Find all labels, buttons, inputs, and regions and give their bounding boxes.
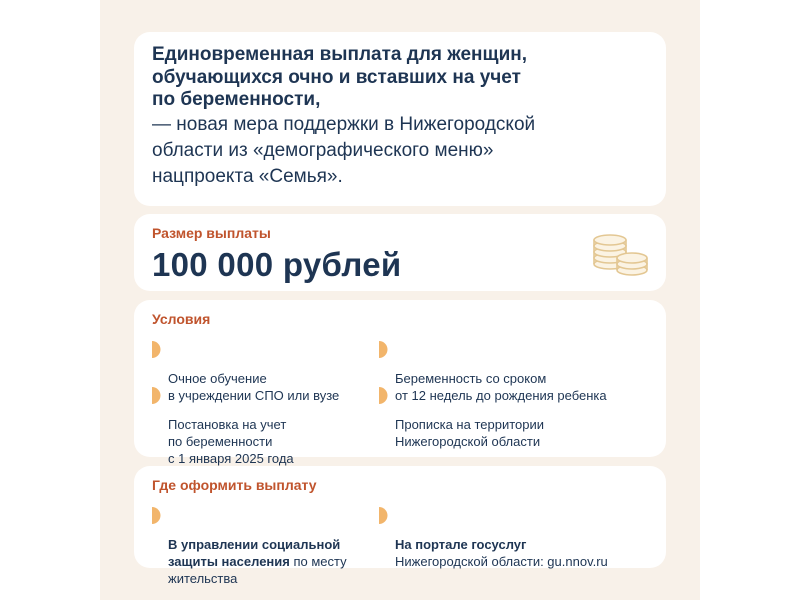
amount-card	[134, 214, 666, 291]
where-item-bold: На портале госуслуг	[395, 537, 527, 552]
bullet-icon	[152, 507, 161, 524]
bullet-icon	[152, 387, 161, 404]
conditions-card	[134, 300, 666, 466]
condition-text: Прописка на территории Нижегородской области	[395, 417, 544, 449]
where-title: Где оформить выплату	[152, 477, 317, 493]
where-item	[379, 502, 608, 570]
conditions-title: Условия	[152, 311, 211, 327]
amount-value: 100 000 рублей	[152, 246, 402, 283]
where-card	[134, 466, 666, 586]
bullet-icon	[152, 341, 161, 358]
bullet-icon	[379, 387, 388, 404]
coins-icon	[590, 228, 650, 276]
where-item-bold: В управлении социальной защиты населения	[168, 537, 341, 569]
condition-item	[152, 382, 294, 467]
bullet-icon	[379, 341, 388, 358]
intro-card	[134, 32, 666, 206]
amount-label: Размер выплаты	[152, 225, 271, 241]
intro-heading: Единовременная выплата для женщин, обучающихся очно и вставших на учет по беременности,	[152, 44, 527, 110]
condition-text: Очное обучение в учреждении СПО или вузе	[168, 371, 340, 403]
where-item	[152, 502, 347, 587]
infographic-panel	[100, 0, 700, 600]
intro-text: — новая мера поддержки в Нижегородской области из «демографического меню» нацпроекта «Семья».	[152, 113, 536, 187]
bullet-icon	[379, 507, 388, 524]
condition-item	[379, 382, 544, 450]
condition-text: Постановка на учет по беременности с 1 января 2025 года	[168, 417, 294, 466]
where-item-text: Нижегородской области: gu.nnov.ru	[395, 554, 608, 569]
where-item-text: по месту жительства	[168, 554, 347, 586]
condition-text: Беременность со сроком от 12 недель до рождения ребенка	[395, 371, 607, 403]
